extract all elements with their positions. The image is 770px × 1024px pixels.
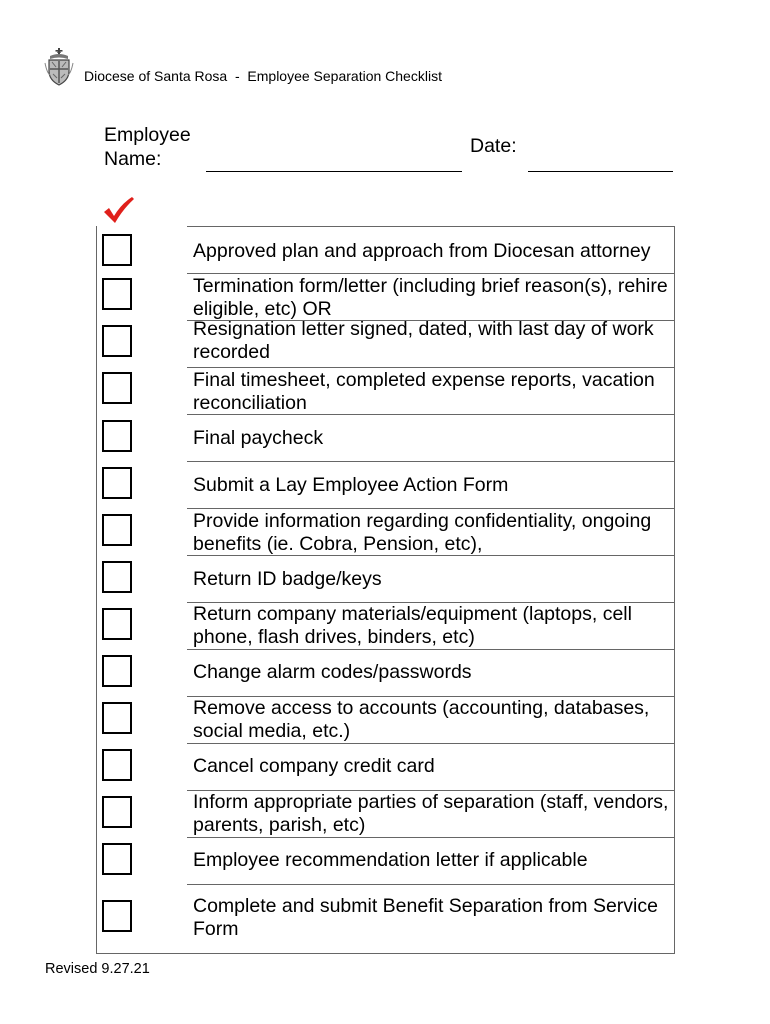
checkbox[interactable] <box>102 843 132 875</box>
checklist-item-text: Cancel company credit card <box>193 755 435 777</box>
checklist-item-text: Inform appropriate parties of separation (staff, vendors, parents, parish, etc) <box>193 791 669 836</box>
checklist-item-text: Complete and submit Benefit Separation from Service Form <box>193 895 658 940</box>
checklist-row <box>97 273 674 320</box>
checklist-row <box>97 367 674 414</box>
checkbox[interactable] <box>102 655 132 687</box>
checklist-row <box>97 743 674 790</box>
document-title: Diocese of Santa Rosa - Employee Separation Checklist <box>84 68 442 84</box>
checklist-item-text: Provide information regarding confidentiality, ongoing benefits (ie. Cobra, Pension, etc), <box>193 510 652 555</box>
separation-checklist <box>96 226 675 954</box>
checklist-row <box>97 555 674 602</box>
checkbox[interactable] <box>102 796 132 828</box>
checklist-row <box>97 837 674 884</box>
checkbox[interactable] <box>102 749 132 781</box>
employee-name-label: Employee Name: <box>104 124 191 170</box>
date-label: Date: <box>470 135 517 157</box>
employee-name-field[interactable] <box>206 171 462 172</box>
checklist-row <box>97 320 674 367</box>
checklist-row <box>97 884 674 953</box>
checkbox[interactable] <box>102 561 132 593</box>
checkbox[interactable] <box>102 278 132 310</box>
checkbox[interactable] <box>102 325 132 357</box>
checklist-row <box>97 461 674 508</box>
checklist-item-text: Approved plan and approach from Diocesan attorney <box>193 240 651 262</box>
checklist-row <box>97 649 674 696</box>
checklist-item-text: Submit a Lay Employee Action Form <box>193 474 509 496</box>
checkbox[interactable] <box>102 702 132 734</box>
checklist-row <box>97 790 674 837</box>
checklist-item-text: Termination form/letter (including brief reason(s), rehire eligible, etc) OR <box>193 275 668 320</box>
checkbox[interactable] <box>102 467 132 499</box>
checklist-row <box>97 602 674 649</box>
checklist-row <box>97 508 674 555</box>
diocese-crest-icon <box>44 47 74 87</box>
checkbox[interactable] <box>102 420 132 452</box>
checklist-item-text: Return company materials/equipment (laptops, cell phone, flash drives, binders, etc) <box>193 603 632 648</box>
red-checkmark-icon <box>101 195 135 225</box>
checklist-row <box>97 414 674 461</box>
checklist-item-text: Return ID badge/keys <box>193 568 382 590</box>
checkbox[interactable] <box>102 900 132 932</box>
checklist-item-text: Change alarm codes/passwords <box>193 661 472 683</box>
revision-date: Revised 9.27.21 <box>45 961 150 977</box>
checklist-item-text: Final timesheet, completed expense reports, vacation reconciliation <box>193 369 655 414</box>
checklist-item-text: Employee recommendation letter if applicable <box>193 849 588 871</box>
checkbox[interactable] <box>102 372 132 404</box>
checkbox[interactable] <box>102 234 132 266</box>
checklist-item-text: Remove access to accounts (accounting, databases, social media, etc.) <box>193 697 650 742</box>
checkbox[interactable] <box>102 608 132 640</box>
checklist-item-text: Resignation letter signed, dated, with last day of work recorded <box>193 318 654 363</box>
checkbox[interactable] <box>102 514 132 546</box>
checklist-row <box>97 226 674 273</box>
checklist-row <box>97 696 674 743</box>
checklist-item-text: Final paycheck <box>193 427 324 449</box>
date-field[interactable] <box>528 171 673 172</box>
